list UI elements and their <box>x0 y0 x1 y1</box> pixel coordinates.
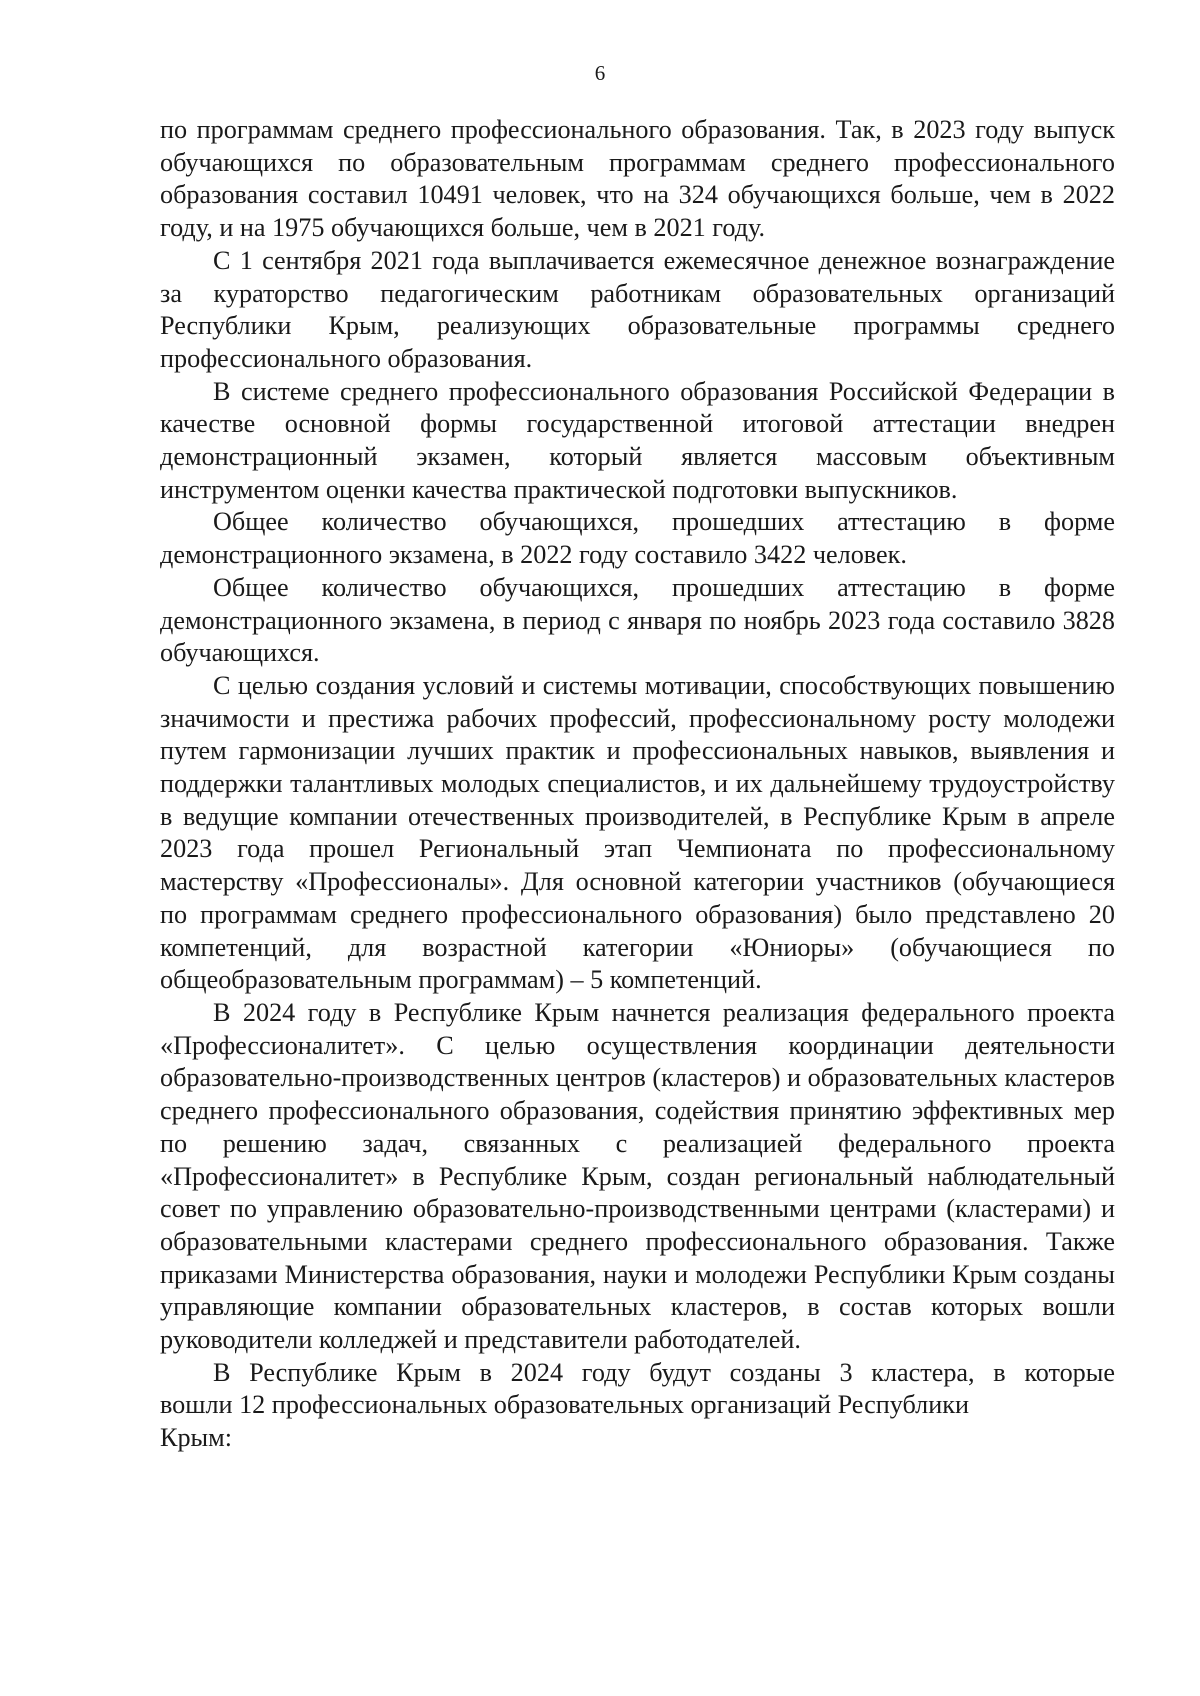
clusters-line-3: Крым: <box>160 1423 233 1453</box>
paragraph-professionals-championship: С целью создания условий и системы мотивации, способствующих повышению значимости и престижа рабочих профессий, профессиональному росту молодежи путем гармонизации лучших практик и профессиональных навыков, выявления и поддержки талантливых молодых специалистов, и их дальнейшему трудоустройству в ведущие компании отечественных производителей, в Республике Крым в апреле 2023 года прошел Региональный этап Чемпионата по профессиональному мастерству «Профессионалы». Для основной категории участников (обучающиеся по программам среднего профессионального образования) было представлено 20 компетенций, для возрастной категории «Юниоры» (обучающиеся по общеобразовательным программам) – 5 компетенций. <box>160 670 1115 995</box>
paragraph-demo-exam-2022: Общее количество обучающихся, прошедших аттестацию в форме демонстрационного экзамена, в 2022 году составило 3422 человек. <box>160 507 1115 570</box>
document-body <box>160 114 1115 1455</box>
paragraph-curatorship-reward: С 1 сентября 2021 года выплачивается ежемесячное денежное вознаграждение за кураторство педагогическим работникам образовательных организаций Республики Крым, реализующих образовательные программы среднего профессионального образования. <box>160 245 1115 373</box>
paragraph-graduates: по программам среднего профессионального образования. Так, в 2023 году выпуск обучающихся по образовательным программам среднего профессионального образования составил 10491 человек, что на 324 обучающихся больше, чем в 2022 году, и на 1975 обучающихся больше, чем в 2021 году. <box>160 115 1115 243</box>
paragraph-demo-exam-system: В системе среднего профессионального образования Российской Федерации в качестве основной формы государственной итоговой аттестации внедрен демонстрационный экзамен, который является массовым объективным инструментом оценки качества практической подготовки выпускников. <box>160 376 1115 504</box>
clusters-line-1: В Республике Крым в 2024 году будут созданы 3 кластера, в которые <box>213 1357 1115 1387</box>
paragraph-professionalitet-project: В 2024 году в Республике Крым начнется реализация федерального проекта «Профессионалитет». С целью осуществления координации деятельности образовательно-производственных центров (кластеров) и образовательных кластеров среднего профессионального образования, содействия принятию эффективных мер по решению задач, связанных с реализацией федерального проекта «Профессионалитет» в Республике Крым, создан региональный наблюдательный совет по управлению образовательно-производственными центрами (кластерами) и образовательными кластерами среднего профессионального образования. Также приказами Министерства образования, науки и молодежи Республики Крым созданы управляющие компании образовательных кластеров, в состав которых вошли руководители колледжей и представители работодателей. <box>160 997 1115 1355</box>
paragraph-clusters-2024 <box>160 1357 1115 1455</box>
paragraph-demo-exam-2023: Общее количество обучающихся, прошедших аттестацию в форме демонстрационного экзамена, в период с января по ноябрь 2023 года составило 3828 обучающихся. <box>160 572 1115 668</box>
page-number: 6 <box>594 61 606 85</box>
clusters-line-2: вошли 12 профессиональных образовательных организаций Республики <box>160 1390 969 1420</box>
